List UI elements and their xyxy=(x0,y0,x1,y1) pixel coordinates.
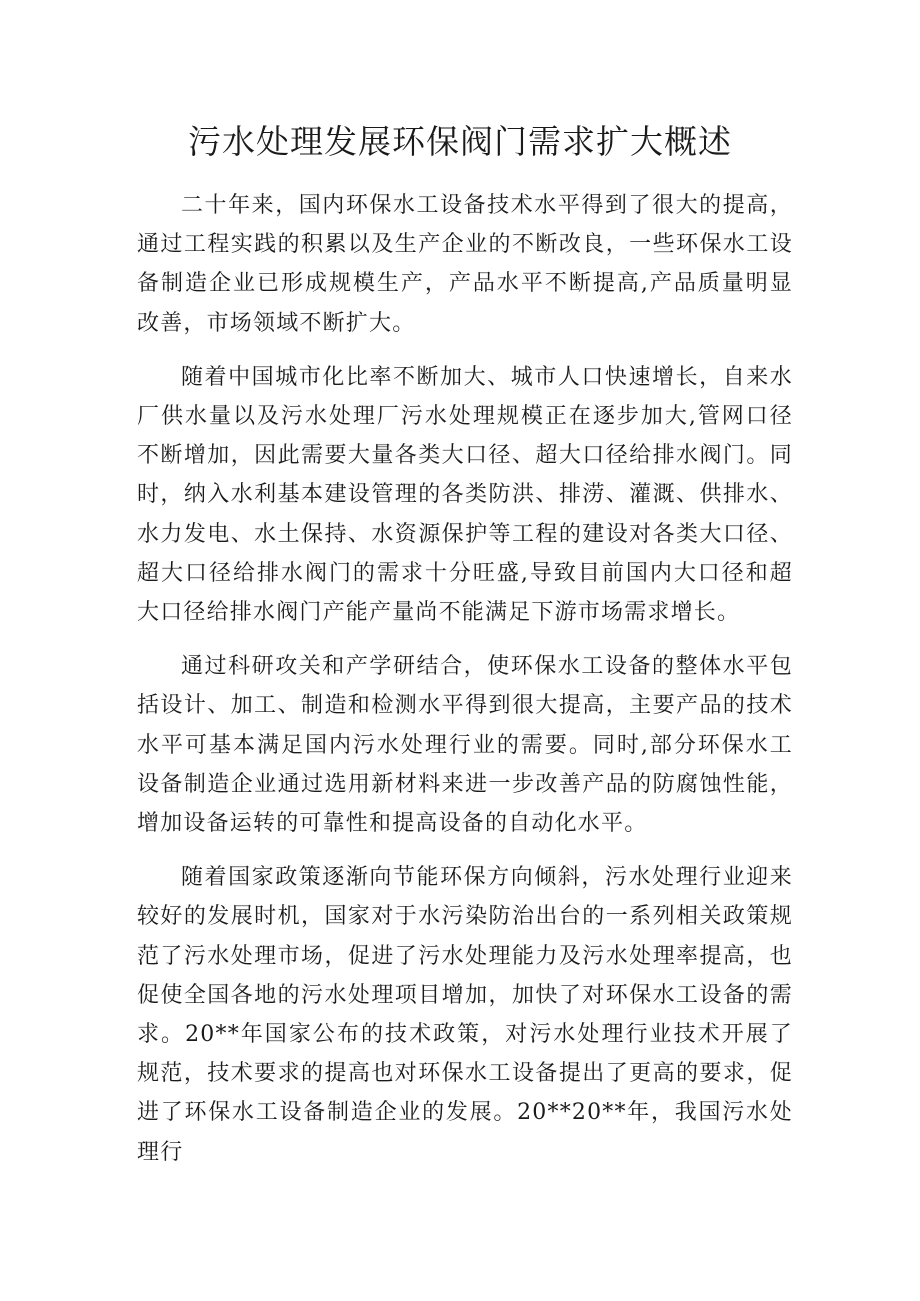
document-body xyxy=(137,186,793,1187)
paragraph-3: 通过科研攻关和产学研结合，使环保水工设备的整体水平包括设计、加工、制造和检测水平得到很大提高，主要产品的技术水平可基本满足国内污水处理行业的需要。同时,部分环保水工设备制造企业通过选用新材料来进一步改善产品的防腐蚀性能，增加设备运转的可靠性和提高设备的自动化水平。 xyxy=(137,654,793,837)
paragraph-4: 随着国家政策逐渐向节能环保方向倾斜，污水处理行业迎来较好的发展时机，国家对于水污染防治出台的一系列相关政策规范了污水处理市场，促进了污水处理能力及污水处理率提高，也促使全国各地的污水处理项目增加，加快了对环保水工设备的需求。20**年国家公布的技术政策，对污水处理行业技术开展了规范，技术要求的提高也对环保水工设备提出了更高的要求，促进了环保水工设备制造企业的发展。20**20**年，我国污水处理行 xyxy=(137,865,793,1165)
document-title: 污水处理发展环保阀门需求扩大概述 xyxy=(188,122,732,161)
paragraph-1: 二十年来，国内环保水工设备技术水平得到了很大的提高，通过工程实践的积累以及生产企业的不断改良，一些环保水工设备制造企业已形成规模生产，产品水平不断提高,产品质量明显改善，市场领域不断扩大。 xyxy=(137,193,793,336)
paragraph-2: 随着中国城市化比率不断加大、城市人口快速增长，自来水厂供水量以及污水处理厂污水处理规模正在逐步加大,管网口径不断增加，因此需要大量各类大口径、超大口径给排水阀门。同时，纳入水利基本建设管理的各类防洪、排涝、灌溉、供排水、水力发电、水土保持、水资源保护等工程的建设对各类大口径、超大口径给排水阀门的需求十分旺盛,导致目前国内大口径和超大口径给排水阀门产能产量尚不能满足下游市场需求增长。 xyxy=(137,364,793,626)
